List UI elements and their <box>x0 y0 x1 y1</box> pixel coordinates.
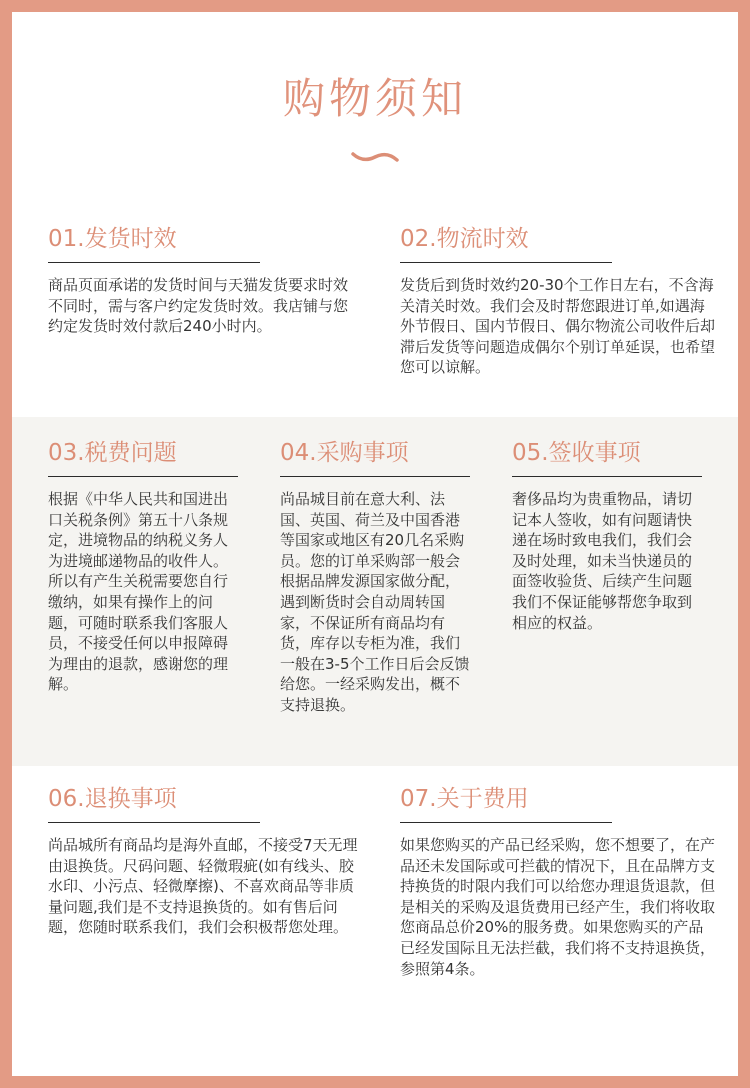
heading-divider <box>400 822 612 823</box>
heading-divider <box>400 262 612 263</box>
section-fees <box>400 784 718 979</box>
section-tax <box>48 438 242 695</box>
section-logistics-time <box>400 224 718 378</box>
section-shipping-time <box>48 224 360 337</box>
heading-divider <box>48 476 238 477</box>
heading-divider <box>280 476 470 477</box>
section-heading: 04.采购事项 <box>280 440 409 466</box>
wave-divider-icon <box>350 148 400 166</box>
section-purchasing <box>280 438 474 716</box>
section-body: 商品页面承诺的发货时间与天猫发货要求时效不同时，需与客户约定发货时效。我店铺与您约定发货时效付款后240小时内。 <box>48 276 349 336</box>
section-body: 根据《中华人民共和国进出口关税条例》第五十八条规定，进境物品的纳税义务人为进境邮递物品的收件人。所以有产生关税需要您自行缴纳，如果有操作上的问题，可随时联系我们客服人员，不接受任何以申报障碍为理由的退款，感谢您的理解。 <box>48 490 229 694</box>
section-heading: 05.签收事项 <box>512 440 641 466</box>
section-body: 尚品城所有商品均是海外直邮，不接受7天无理由退换货。尺码问题、轻微瑕疵(如有线头、胶水印、小污点、轻微摩擦)、不喜欢商品等非质量问题,我们是不支持退换货的。如有售后问题，您随时联系我们，我们会积极帮您处理。 <box>48 836 358 937</box>
section-body: 尚品城目前在意大利、法国、英国、荷兰及中国香港等国家或地区有20几名采购员。您的订单采购部一般会根据品牌发源国家做分配，遇到断货时会自动周转国家，不保证所有商品均有货，库存以专柜为准，我们一般在3-5个工作日后会反馈给您。一经采购发出，概不支持退换。 <box>280 490 470 714</box>
heading-divider <box>48 822 260 823</box>
section-heading: 07.关于费用 <box>400 786 529 812</box>
section-body: 奢侈品均为贵重物品，请切记本人签收，如有问题请快递在场时致电我们，我们会及时处理，如未当快递员的面签收验货、后续产生问题我们不保证能够帮您争取到相应的权益。 <box>512 490 693 632</box>
section-heading: 03.税费问题 <box>48 440 177 466</box>
section-heading: 02.物流时效 <box>400 226 529 252</box>
section-returns <box>48 784 366 938</box>
content-panel <box>12 12 738 1076</box>
section-body: 发货后到货时效约20-30个工作日左右，不含海关清关时效。我们会及时帮您跟进订单,如遇海外节假日、国内节假日、偶尔物流公司收件后却滞后发货等问题造成偶尔个别订单延误，也希望您可以谅解。 <box>400 276 716 377</box>
section-heading: 06.退换事项 <box>48 786 177 812</box>
heading-divider <box>48 262 260 263</box>
section-heading: 01.发货时效 <box>48 226 177 252</box>
heading-divider <box>512 476 702 477</box>
section-body: 如果您购买的产品已经采购，您不想要了，在产品还未发国际或可拦截的情况下，且在品牌方支持换货的时限内我们可以给您办理退货退款，但是相关的采购及退货费用已经产生，我们将收取您商品总价20%的服务费。如果您购买的产品已经发国际且无法拦截，我们将不支持退换货，参照第4条。 <box>400 836 716 978</box>
section-signing <box>512 438 706 633</box>
page-title: 购物须知 <box>282 74 467 123</box>
